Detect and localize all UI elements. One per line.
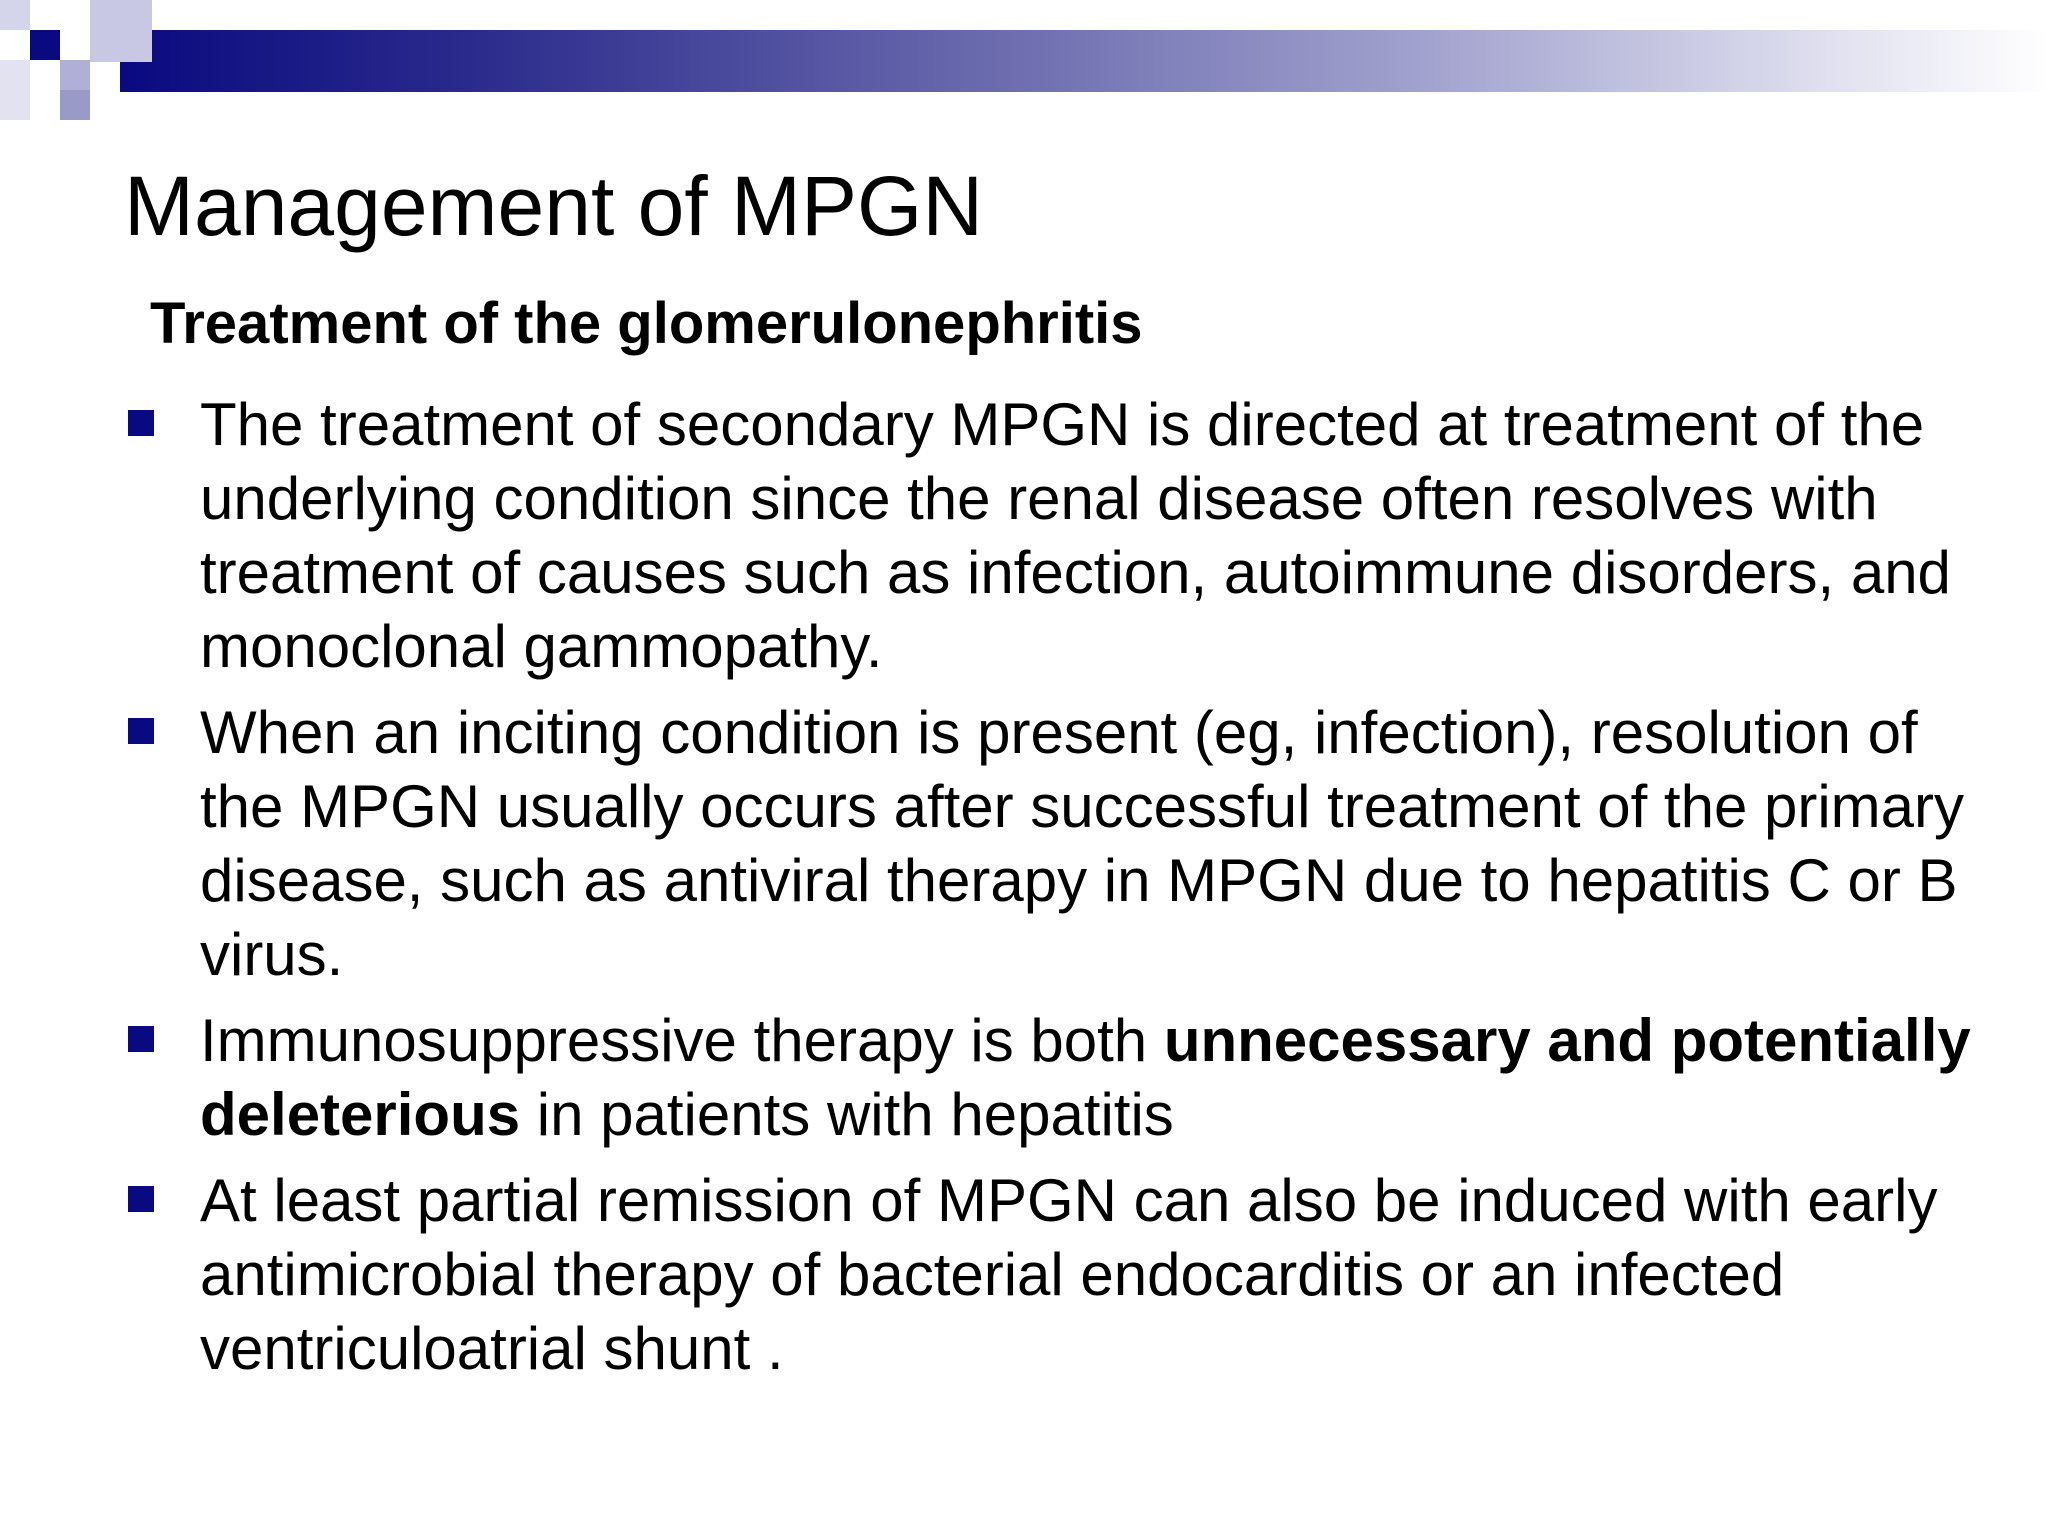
bullet-text: When an inciting condition is present (eg, infection), resolution of the MPGN usually occurs after successful treatment of the primary disease, such as antiviral therapy in MPGN due to hepatitis C or B virus.: [200, 699, 1964, 988]
bullet-text: [200, 1007, 1971, 1148]
bullet-item: [124, 1164, 2004, 1386]
bullet-text: At least partial remission of MPGN can also be induced with early antimicrobial therapy of bacterial endocarditis or an infected ventriculoatrial shunt .: [200, 1167, 1938, 1382]
header-square: [0, 60, 30, 120]
header-gradient-bar: [120, 30, 2048, 92]
square-bullet-icon: [128, 1186, 154, 1212]
header-square: [30, 30, 60, 60]
bullet-text: The treatment of secondary MPGN is directed at treatment of the underlying condition since the renal disease often resolves with treatment of causes such as infection, autoimmune disorders, and monoclonal gammopathy.: [200, 391, 1951, 680]
bullet-text-before: Immunosuppressive therapy is both: [200, 1007, 1164, 1074]
header-square: [60, 60, 90, 90]
square-bullet-icon: [128, 410, 154, 436]
slide-title: Management of MPGN: [124, 159, 984, 253]
bullet-list: [124, 388, 2004, 1398]
square-bullet-icon: [128, 1026, 154, 1052]
slide-subtitle: Treatment of the glomerulonephritis: [150, 291, 1143, 356]
header-square: [90, 0, 152, 62]
bullet-text-emphasis: unnecessary and potentially deleterious: [200, 1007, 1971, 1148]
bullet-item: [124, 1004, 2004, 1152]
header-square: [60, 90, 90, 120]
bullet-item: [124, 388, 2004, 684]
bullet-item: [124, 696, 2004, 992]
bullet-text-after: in patients with hepatitis: [520, 1081, 1174, 1148]
square-bullet-icon: [128, 718, 154, 744]
header-square: [0, 0, 30, 30]
